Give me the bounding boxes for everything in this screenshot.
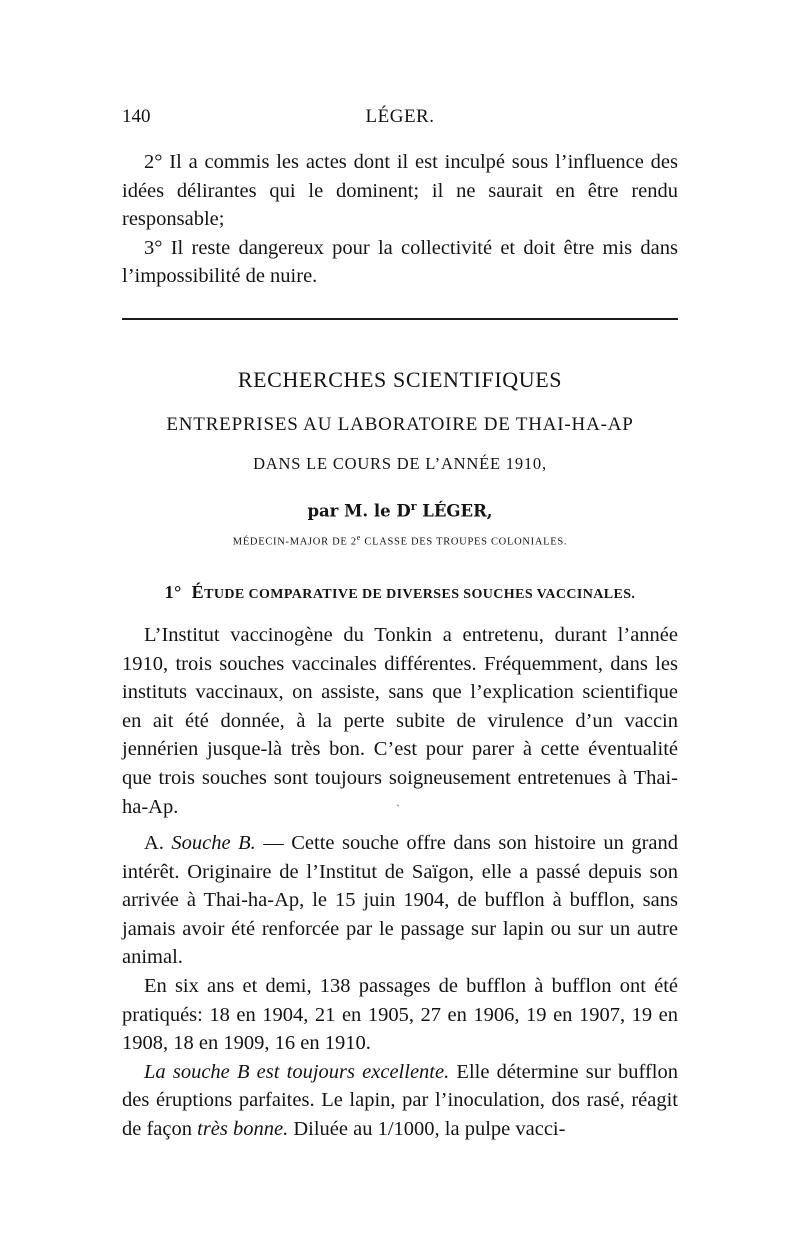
author-affiliation (122, 533, 678, 548)
affiliation-prefix: MÉDECIN-MAJOR DE 2 (232, 536, 357, 548)
affiliation-suffix: CLASSE DES TROUPES COLONIALES. (361, 536, 568, 548)
print-mark: ˎ (396, 793, 400, 807)
article-subtitle-year: DANS LE COURS DE L’ANNÉE 1910, (253, 454, 547, 473)
author-byline (122, 500, 678, 521)
article-subtitle: ENTREPRISES AU LABORATOIRE DE THAI-HA-AP (166, 414, 634, 435)
conclusion-paragraph (122, 1058, 678, 1144)
section-divider (122, 318, 678, 320)
conclusion-text-2: Diluée au 1/1000, la pulpe vacci- (288, 1117, 566, 1140)
section-title: TUDE COMPARATIVE DE DIVERSES SOUCHES VACCINALES. (204, 587, 636, 602)
souche-text: — Cette souche offre dans son histoire un grand intérêt. Originaire de l’Institut de Saïgon, elle a passé depuis son arrivée à Thai-ha-Ap, le 15 juin 1904, de bufflon à bufflon, sans jamais avoir été renforcée par le passage sur lapin ou sur un autre animal. (122, 832, 678, 969)
author-name: LÉGER, (416, 501, 493, 521)
souche-name: Souche B. (171, 832, 256, 854)
section-heading (122, 582, 678, 603)
continuation-text (122, 148, 678, 291)
byline-sup: r (410, 500, 417, 513)
byline-prefix: par M. le D (307, 501, 411, 521)
conclusion-text-1: Elle détermine sur bufflon des éruptions parfaites. Le lapin, par l’inoculation, dos rasé, réagit de façon (122, 1060, 678, 1140)
continuation-paragraph: 3° Il reste dangereux pour la collectivité et doit être mis dans l’impossibilité de nuire. (122, 236, 678, 287)
conclusion-italic: La souche B est toujours excellente. (144, 1060, 450, 1083)
continuation-paragraph: 2° Il a commis les actes dont il est inculpé sous l’influence des idées délirantes qui le dominent; il ne saurait en être rendu responsable; (122, 151, 678, 230)
page-header (122, 106, 678, 136)
page-number: 140 (122, 106, 151, 127)
souche-label: A. (144, 832, 164, 854)
souche-b-section (122, 829, 678, 1144)
section-initial: É (191, 582, 205, 602)
affiliation-sup: e (356, 533, 362, 542)
intro-text (122, 621, 678, 821)
conclusion-italic-2: très bonne. (197, 1117, 289, 1140)
article-title: RECHERCHES SCIENTIFIQUES (237, 367, 563, 392)
souche-b-paragraph (122, 829, 678, 972)
intro-paragraph: L’Institut vaccinogène du Tonkin a entretenu, durant l’année 1910, trois souches vaccinales différentes. Fréquemment, dans les instituts vaccinaux, on assiste, sans que l’explication scientifique en ait été donnée, à la perte subite de virulence d’un vaccin jennérien jusque-là très bon. C’est pour parer à cette éventualité que trois souches sont toujours soigneusement entretenues à Thai-ha-Ap. (122, 624, 678, 818)
running-title: LÉGER. (365, 106, 435, 127)
section-number: 1° (164, 582, 182, 602)
passages-paragraph: En six ans et demi, 138 passages de bufflon à bufflon ont été pratiqués: 18 en 1904, 21 en 1905, 27 en 1906, 19 en 1907, 19 en 1908, 18 en 1909, 16 en 1910. (122, 974, 678, 1055)
